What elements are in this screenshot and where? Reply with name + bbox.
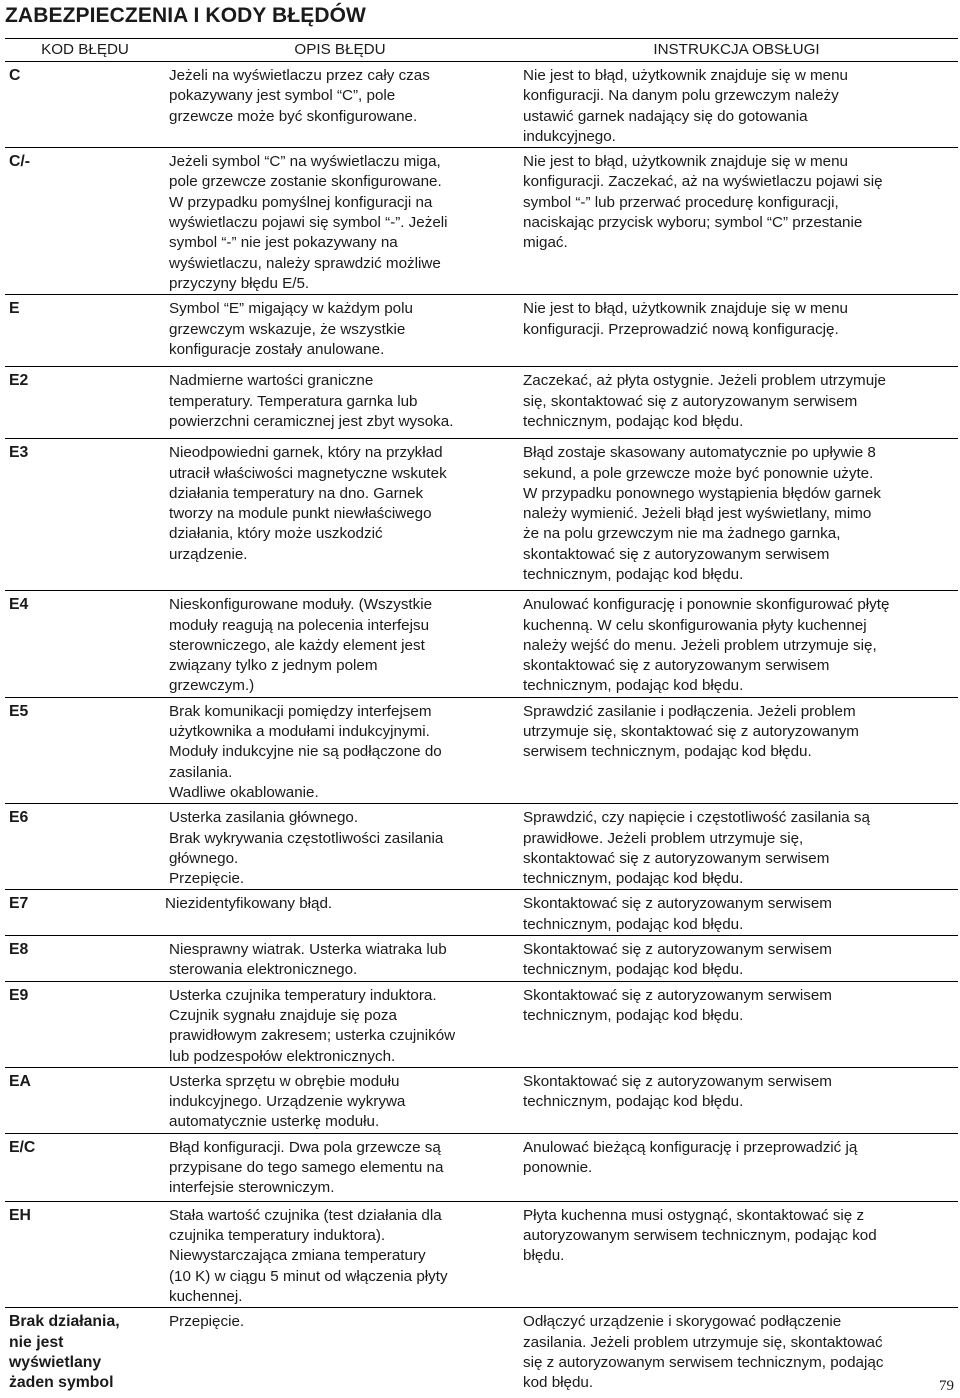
- error-description-cell: Symbol “E” migający w każdym polu grzewczym wskazuje, że wszystkie konfiguracje zostały anulowane.: [165, 295, 515, 367]
- error-instructions-cell: Anulować konfigurację i ponownie skonfigurować płytę kuchenną. W celu skonfigurowania płyty kuchennej należy wejść do menu. Jeżeli problem utrzymuje się, skontaktować się z autoryzowanym serwisem technicznym, podając kod błędu.: [515, 591, 958, 697]
- error-code-cell: EH: [5, 1201, 165, 1307]
- error-codes-table: [5, 38, 958, 1393]
- error-code-cell: E8: [5, 936, 165, 982]
- table-row: [5, 804, 958, 890]
- table-body: [5, 62, 958, 1394]
- error-instructions-cell: Błąd zostaje skasowany automatycznie po upływie 8 sekund, a pole grzewcze może być ponownie użyte. W przypadku ponownego wystąpienia błędów garnek należy wymienić. Jeżeli błąd jest wyświetlany, mimo że na polu grzewczym nie ma żadnego garnka, skontaktować się z autoryzowanym serwisem technicznym, podając kod błędu.: [515, 439, 958, 591]
- error-description-cell: Nadmierne wartości graniczne temperatury. Temperatura garnka lub powierzchni ceramicznej jest zbyt wysoka.: [165, 367, 515, 439]
- error-description-cell: Usterka zasilania głównego. Brak wykrywania częstotliwości zasilania głównego. Przepięcie.: [165, 804, 515, 890]
- header-description: OPIS BŁĘDU: [165, 39, 515, 62]
- error-instructions-cell: Anulować bieżącą konfigurację i przeprowadzić ją ponownie.: [515, 1133, 958, 1201]
- table-row: [5, 62, 958, 148]
- error-description-cell: Jeżeli na wyświetlaczu przez cały czas pokazywany jest symbol “C”, pole grzewcze może być skonfigurowane.: [169, 67, 430, 125]
- error-description-cell: Usterka sprzętu w obrębie modułu indukcyjnego. Urządzenie wykrywa automatycznie usterkę modułu.: [165, 1067, 515, 1133]
- table-row: [5, 1067, 958, 1133]
- error-description-cell: Stała wartość czujnika (test działania dla czujnika temperatury induktora). Niewystarczająca zmiana temperatury (10 K) w ciągu 5 minut od włączenia płyty kuchennej.: [165, 1201, 515, 1307]
- table-row: [5, 367, 958, 439]
- error-instructions-cell: Skontaktować się z autoryzowanym serwisem technicznym, podając kod błędu.: [515, 1067, 958, 1133]
- table-row: [5, 295, 958, 367]
- error-instructions-cell: Płyta kuchenna musi ostygnąć, skontaktować się z autoryzowanym serwisem technicznym, podając kod błędu.: [515, 1201, 958, 1307]
- page-title: ZABEZPIECZENIA I KODY BŁĘDÓW: [5, 4, 366, 27]
- error-instructions-cell: Skontaktować się z autoryzowanym serwisem technicznym, podając kod błędu.: [515, 981, 958, 1067]
- error-description-cell: Nieskonfigurowane moduły. (Wszystkie moduły reagują na polecenia interfejsu sterowniczego, ale każdy element jest związany tylko z jednym polem grzewczym.): [165, 591, 515, 697]
- error-code-cell: E2: [5, 367, 165, 439]
- error-description-cell: Błąd konfiguracji. Dwa pola grzewcze są przypisane do tego samego elementu na interfejsie sterowniczym.: [165, 1133, 515, 1201]
- error-description-cell: Jeżeli symbol “C” na wyświetlaczu miga, pole grzewcze zostanie skonfigurowane. W przypadku pomyślnej konfiguracji na wyświetlaczu pojawi się symbol “-”. Jeżeli symbol “-” nie jest pokazywany na wyświetlaczu, należy sprawdzić możliwe przyczyny błędu E/5.: [165, 148, 515, 295]
- table-row: [5, 936, 958, 982]
- error-code-cell: EA: [5, 1067, 165, 1133]
- error-code-cell: E5: [5, 697, 165, 803]
- table-row: [5, 1308, 958, 1394]
- error-code-cell: C/-: [5, 148, 165, 295]
- table-row: [5, 697, 958, 803]
- error-description-cell: Niezidentyfikowany błąd.: [165, 890, 515, 936]
- page-number: 79: [939, 1378, 954, 1394]
- error-code-cell: E: [5, 295, 165, 367]
- table-row: [5, 1133, 958, 1201]
- error-description-cell: Nieodpowiedni garnek, który na przykład utracił właściwości magnetyczne wskutek działania temperatury na dno. Garnek tworzy na module punkt niewłaściwego działania, który może uszkodzić urządzenie.: [165, 439, 515, 591]
- error-instructions-cell: Odłączyć urządzenie i skorygować podłączenie zasilania. Jeżeli problem utrzymuje się, skontaktować się z autoryzowanym serwisem technicznym, podając kod błędu.: [515, 1308, 958, 1394]
- error-instructions-cell: Sprawdzić zasilanie i podłączenia. Jeżeli problem utrzymuje się, skontaktować się z autoryzowanym serwisem technicznym, podając kod błędu.: [515, 697, 958, 803]
- error-code-cell: E4: [5, 591, 165, 697]
- table-row: [5, 439, 958, 591]
- header-instructions: INSTRUKCJA OBSŁUGI: [515, 39, 958, 62]
- error-instructions-cell: Sprawdzić, czy napięcie i częstotliwość zasilania są prawidłowe. Jeżeli problem utrzymuje się, skontaktować się z autoryzowanym serwisem technicznym, podając kod błędu.: [515, 804, 958, 890]
- error-code-cell: E9: [5, 981, 165, 1067]
- table-row: [5, 981, 958, 1067]
- table-row: [5, 1201, 958, 1307]
- error-instructions-cell: Nie jest to błąd, użytkownik znajduje się w menu konfiguracji. Na danym polu grzewczym należy ustawić garnek nadający się do gotowania indukcyjnego.: [523, 67, 849, 145]
- table-row: [5, 148, 958, 295]
- error-code-cell: C: [9, 67, 21, 84]
- error-description-cell: Niesprawny wiatrak. Usterka wiatraka lub sterowania elektronicznego.: [165, 936, 515, 982]
- error-instructions-cell: Nie jest to błąd, użytkownik znajduje się w menu konfiguracji. Przeprowadzić nową konfigurację.: [515, 295, 958, 367]
- error-code-cell: E6: [5, 804, 165, 890]
- error-instructions-cell: Zaczekać, aż płyta ostygnie. Jeżeli problem utrzymuje się, skontaktować się z autoryzowanym serwisem technicznym, podając kod błędu.: [515, 367, 958, 439]
- error-instructions-cell: Nie jest to błąd, użytkownik znajduje się w menu konfiguracji. Zaczekać, aż na wyświetlaczu pojawi się symbol “-” lub przerwać procedurę konfiguracji, naciskając przycisk wyboru; symbol “C” przestanie migać.: [515, 148, 958, 295]
- table-header: [5, 39, 958, 62]
- error-description-cell: Przepięcie.: [165, 1308, 515, 1394]
- error-code-cell: E7: [5, 890, 165, 936]
- error-description-cell: Brak komunikacji pomiędzy interfejsem użytkownika a modułami indukcyjnymi. Moduły indukcyjne nie są podłączone do zasilania. Wadliwe okablowanie.: [165, 697, 515, 803]
- error-instructions-cell: Skontaktować się z autoryzowanym serwisem technicznym, podając kod błędu.: [515, 890, 958, 936]
- error-code-cell: Brak działania, nie jest wyświetlany żaden symbol: [5, 1308, 165, 1394]
- header-code: KOD BŁĘDU: [5, 39, 165, 62]
- table-row: [5, 890, 958, 936]
- table-row: [5, 591, 958, 697]
- error-code-cell: E3: [5, 439, 165, 591]
- error-description-cell: Usterka czujnika temperatury induktora. Czujnik sygnału znajduje się poza prawidłowym zakresem; usterka czujników lub podzespołów elektronicznych.: [165, 981, 515, 1067]
- error-instructions-cell: Skontaktować się z autoryzowanym serwisem technicznym, podając kod błędu.: [515, 936, 958, 982]
- error-code-cell: E/C: [5, 1133, 165, 1201]
